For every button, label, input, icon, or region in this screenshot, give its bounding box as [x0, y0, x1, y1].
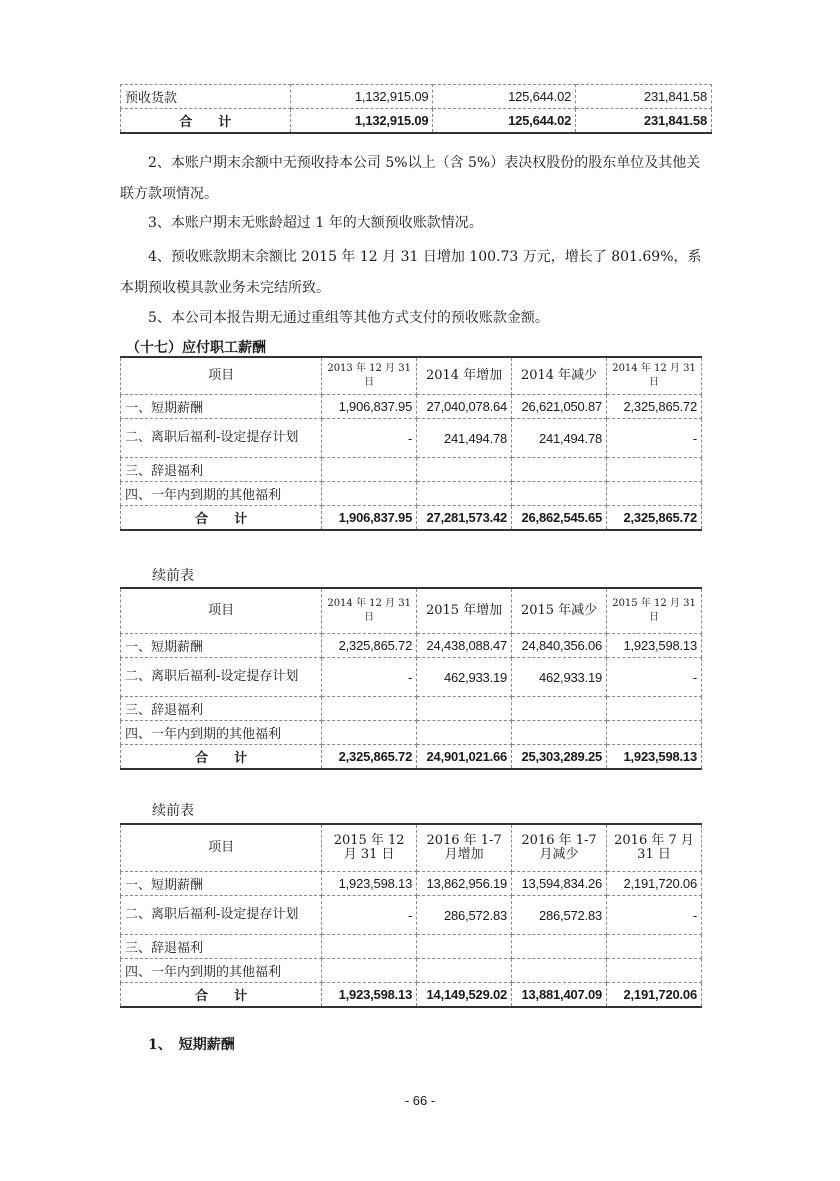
cell-value: [417, 697, 512, 721]
continued-label: 续前表: [152, 568, 194, 584]
cell-value: 26,621,050.87: [512, 395, 607, 419]
continued-label: 续前表: [152, 803, 194, 819]
total-label: 合 计: [121, 506, 322, 531]
row-label: 四、一年内到期的其他福利: [121, 482, 322, 506]
table-row: [121, 658, 702, 697]
cell-value: 13,881,407.09: [512, 983, 607, 1008]
cell-value: [607, 935, 702, 959]
header-col: 2015 年 12 月 31 日: [607, 588, 702, 634]
payroll-table-2014: [120, 356, 702, 531]
header-col: 2015 年减少: [512, 588, 607, 634]
cell-value: 13,594,834.26: [512, 872, 607, 896]
cell-value: 1,923,598.13: [607, 634, 702, 658]
cell-value: 1,906,837.95: [322, 506, 417, 531]
cell-value: [607, 959, 702, 983]
page-number: - 66 -: [404, 1093, 436, 1108]
advance-receipts-table: [120, 84, 712, 134]
note-2: 2、本账户期末余额中无预收持本公司 5%以上（含 5%）表决权股份的股东单位及其他关联方款项情况。: [120, 155, 701, 202]
total-label: 合 计: [121, 983, 322, 1008]
row-label: 二、离职后福利-设定提存计划: [121, 419, 322, 458]
row-label: 三、辞退福利: [121, 458, 322, 482]
total-label: 合 计: [121, 745, 322, 770]
table-row: [121, 419, 702, 458]
header-col: 2016 年 1-7 月增加: [417, 824, 512, 872]
table-row: [121, 935, 702, 959]
sub-heading: 1、 短期薪酬: [148, 1037, 235, 1053]
row-label: 二、离职后福利-设定提存计划: [121, 896, 322, 935]
cell-value: [512, 482, 607, 506]
cell-value: 1,923,598.13: [322, 872, 417, 896]
cell-value: [322, 697, 417, 721]
table-row: [121, 721, 702, 745]
section-title: （十七）应付职工薪酬: [126, 340, 266, 356]
cell-value: [322, 458, 417, 482]
cell-value: 25,303,289.25: [512, 745, 607, 770]
cell-value: [512, 697, 607, 721]
cell-value: -: [322, 896, 417, 935]
cell-value: [607, 482, 702, 506]
total-row: [121, 506, 702, 531]
cell-value: 26,862,545.65: [512, 506, 607, 531]
table-row: [121, 896, 702, 935]
header-col: 2014 年增加: [417, 357, 512, 395]
note-5: 5、本公司本报告期无通过重组等其他方式支付的预收账款金额。: [148, 310, 549, 326]
cell-value: 286,572.83: [417, 896, 512, 935]
cell-value: 241,494.78: [512, 419, 607, 458]
header-col: 2016 年 7 月 31 日: [607, 824, 702, 872]
cell-value: 2,191,720.06: [607, 983, 702, 1008]
cell-value: 2,325,865.72: [322, 745, 417, 770]
header-item: 项目: [121, 824, 322, 872]
row-label: 预收货款: [121, 85, 291, 109]
cell-value: 2,191,720.06: [607, 872, 702, 896]
row-label: 三、辞退福利: [121, 697, 322, 721]
cell-value: [512, 721, 607, 745]
cell-value: [322, 721, 417, 745]
cell-value: 24,438,088.47: [417, 634, 512, 658]
cell-value: -: [322, 419, 417, 458]
cell-value: [512, 935, 607, 959]
cell-value: [607, 721, 702, 745]
cell-value: 231,841.58: [576, 109, 712, 134]
header-col: 2016 年 1-7 月减少: [512, 824, 607, 872]
cell-value: 24,840,356.06: [512, 634, 607, 658]
cell-value: -: [607, 896, 702, 935]
table-header-row: [121, 588, 702, 634]
cell-value: 14,149,529.02: [417, 983, 512, 1008]
cell-value: [417, 458, 512, 482]
table-row: [121, 85, 712, 109]
cell-value: 1,132,915.09: [290, 85, 433, 109]
cell-value: 27,281,573.42: [417, 506, 512, 531]
row-label: 一、短期薪酬: [121, 395, 322, 419]
row-label: 四、一年内到期的其他福利: [121, 959, 322, 983]
cell-value: [607, 697, 702, 721]
cell-value: 24,901,021.66: [417, 745, 512, 770]
row-label: 一、短期薪酬: [121, 634, 322, 658]
note-3: 3、本账户期末无账龄超过 1 年的大额预收账款情况。: [148, 215, 483, 231]
header-col: 2015 年 12 月 31 日: [322, 824, 417, 872]
cell-value: 1,132,915.09: [290, 109, 433, 134]
cell-value: 125,644.02: [433, 85, 576, 109]
cell-value: 1,906,837.95: [322, 395, 417, 419]
cell-value: 27,040,078.64: [417, 395, 512, 419]
cell-value: 2,325,865.72: [607, 395, 702, 419]
table-row: [121, 697, 702, 721]
cell-value: 241,494.78: [417, 419, 512, 458]
table-header-row: [121, 824, 702, 872]
cell-value: 2,325,865.72: [322, 634, 417, 658]
cell-value: -: [607, 658, 702, 697]
header-col: 2015 年增加: [417, 588, 512, 634]
cell-value: 231,841.58: [576, 85, 712, 109]
cell-value: [417, 959, 512, 983]
header-col: 2013 年 12 月 31 日: [322, 357, 417, 395]
cell-value: [417, 482, 512, 506]
note-4: 4、预收账款期末余额比 2015 年 12 月 31 日增加 100.73 万元，增长了 801.69%，系本期预收模具款业务未完结所致。: [120, 249, 702, 296]
total-row: [121, 983, 702, 1008]
header-item: 项目: [121, 588, 322, 634]
table-row: [121, 959, 702, 983]
cell-value: 2,325,865.72: [607, 506, 702, 531]
cell-value: [417, 721, 512, 745]
row-label: 四、一年内到期的其他福利: [121, 721, 322, 745]
cell-value: [512, 959, 607, 983]
cell-value: 462,933.19: [512, 658, 607, 697]
header-item: 项目: [121, 357, 322, 395]
payroll-table-2015: [120, 587, 702, 770]
table-row: [121, 458, 702, 482]
table-row: [121, 634, 702, 658]
cell-value: [322, 482, 417, 506]
total-row: [121, 745, 702, 770]
cell-value: [417, 935, 512, 959]
total-row: [121, 109, 712, 134]
cell-value: 125,644.02: [433, 109, 576, 134]
row-label: 二、离职后福利-设定提存计划: [121, 658, 322, 697]
cell-value: 462,933.19: [417, 658, 512, 697]
cell-value: 286,572.83: [512, 896, 607, 935]
table-row: [121, 482, 702, 506]
row-label: 三、辞退福利: [121, 935, 322, 959]
table-row: [121, 395, 702, 419]
cell-value: 13,862,956.19: [417, 872, 512, 896]
cell-value: -: [607, 419, 702, 458]
cell-value: [322, 959, 417, 983]
cell-value: [607, 458, 702, 482]
cell-value: [322, 935, 417, 959]
header-col: 2014 年减少: [512, 357, 607, 395]
cell-value: [512, 458, 607, 482]
header-col: 2014 年 12 月 31 日: [607, 357, 702, 395]
row-label: 一、短期薪酬: [121, 872, 322, 896]
table-header-row: [121, 357, 702, 395]
header-col: 2014 年 12 月 31 日: [322, 588, 417, 634]
cell-value: -: [322, 658, 417, 697]
total-label: 合 计: [121, 109, 291, 134]
payroll-table-2016: [120, 823, 702, 1008]
table-row: [121, 872, 702, 896]
cell-value: 1,923,598.13: [322, 983, 417, 1008]
cell-value: 1,923,598.13: [607, 745, 702, 770]
